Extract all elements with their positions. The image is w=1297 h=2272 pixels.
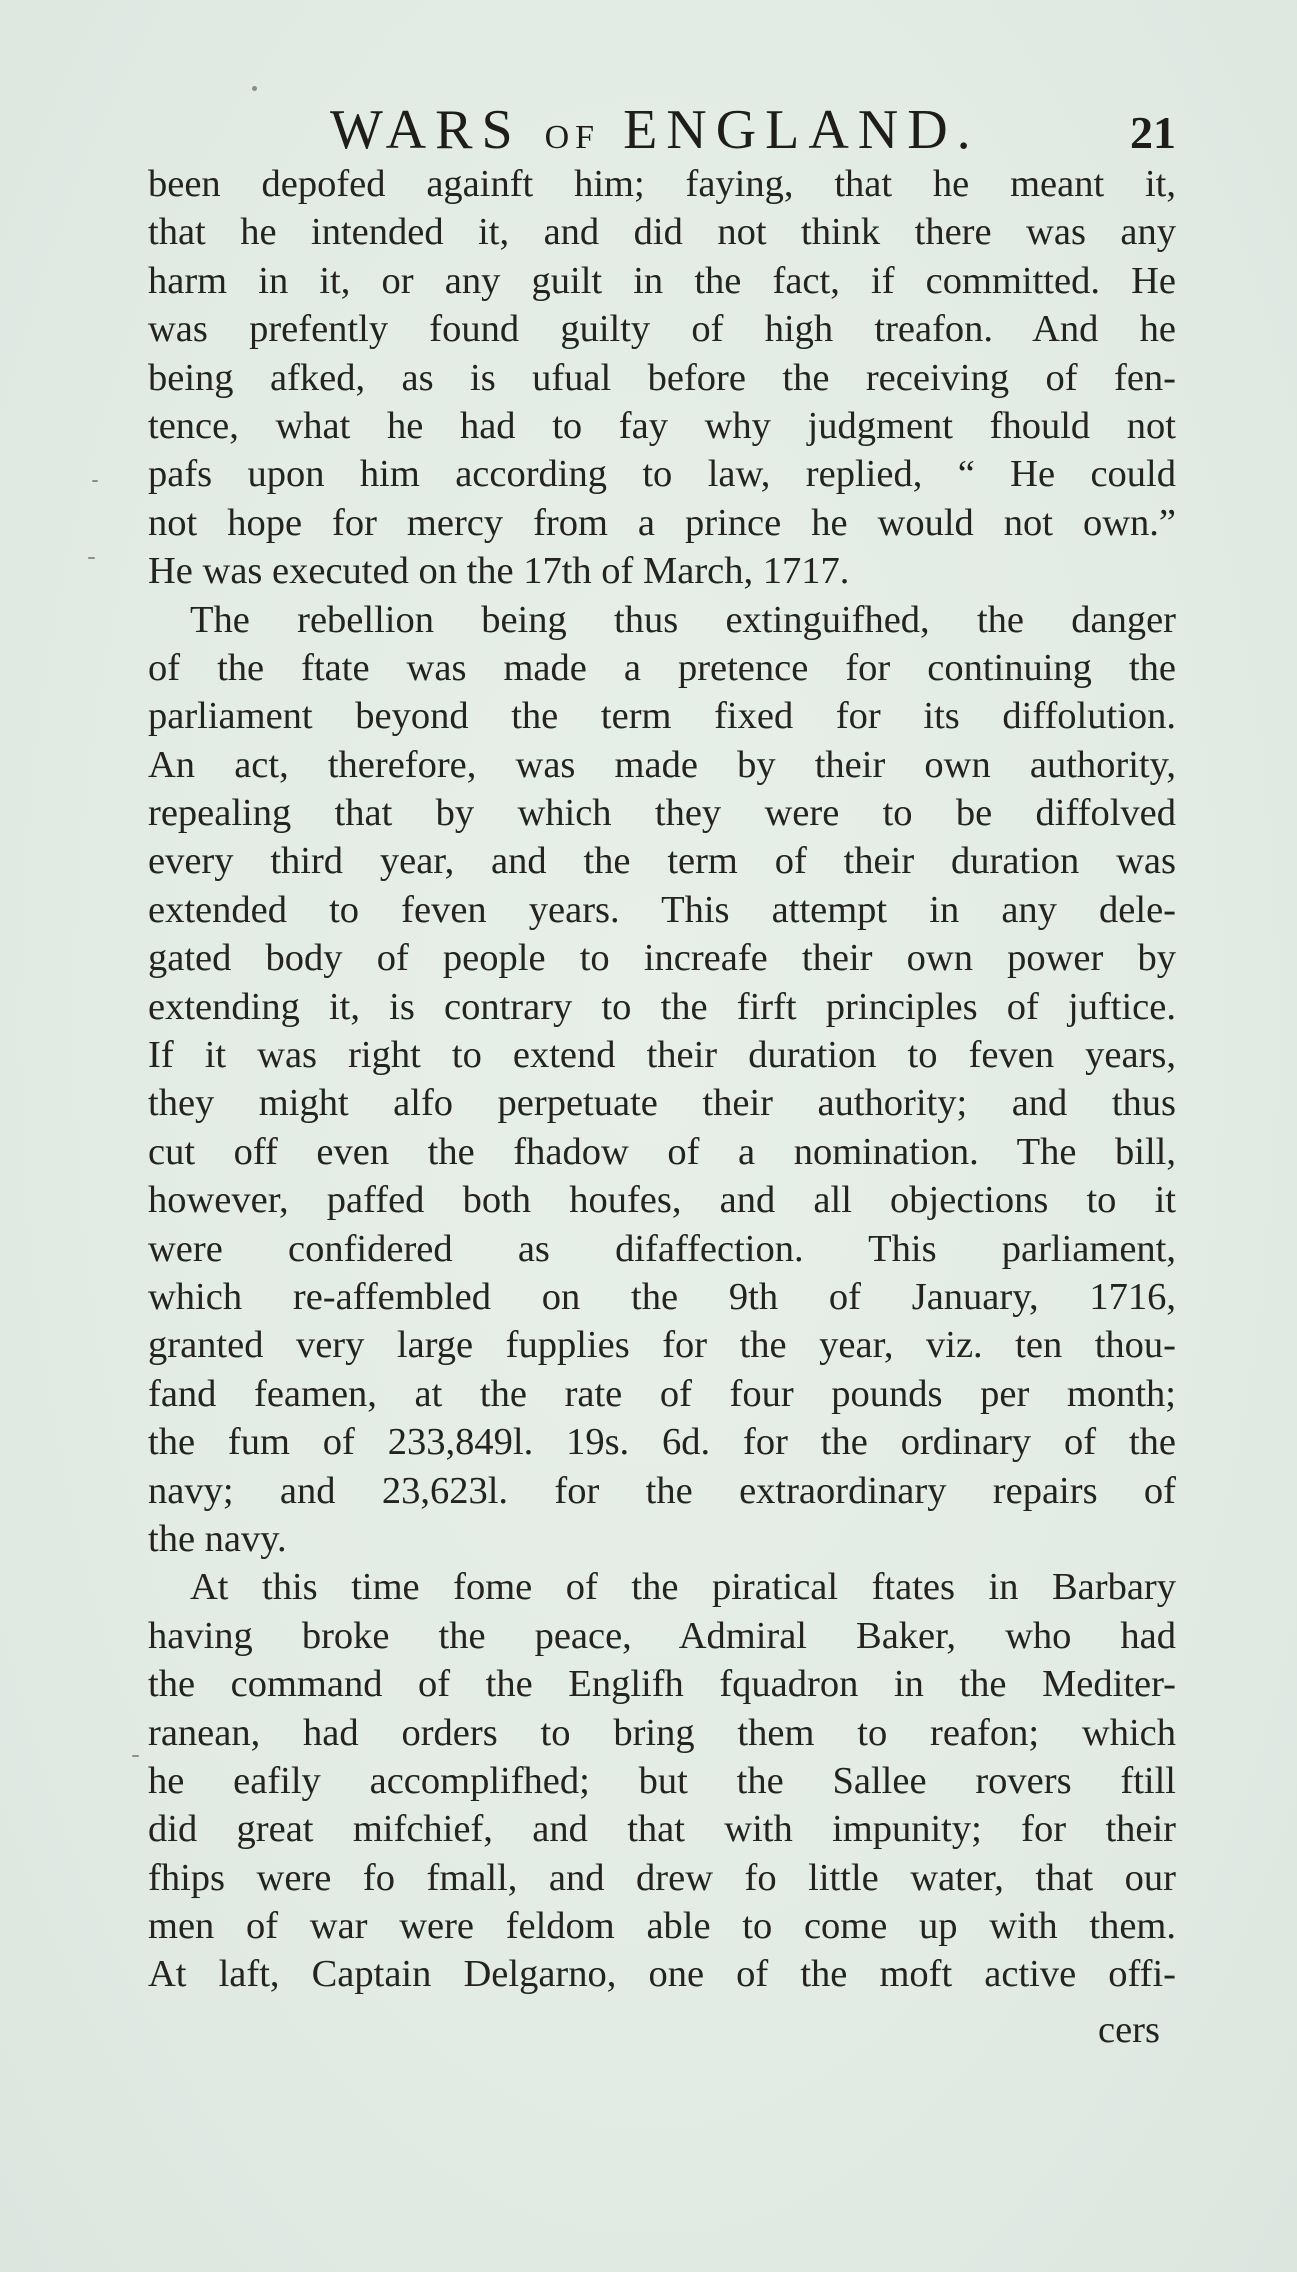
title-word-wars: WARS <box>330 99 522 161</box>
text-line: being afked, as is ufual before the receiving of fen- <box>148 356 1176 399</box>
running-title <box>330 98 980 162</box>
title-word-of: OF <box>544 119 601 156</box>
text-line: been depofed againft him; faying, that he meant it, <box>148 163 1176 205</box>
text-line: pafs upon him according to law, replied, “ He could <box>148 453 1176 496</box>
text-line: extending it, is contrary to the firft principles of juftice. <box>148 985 1176 1028</box>
text-line: were confidered as difaffection. This parliament, <box>148 1227 1176 1270</box>
text-line: tence, what he had to fay why judgment fhould not <box>148 404 1176 447</box>
text-line: If it was right to extend their duration to feven years, <box>148 1034 1176 1077</box>
text-line: men of war were feldom able to come up with them. <box>148 1905 1176 1948</box>
text-line: granted very large fupplies for the year, viz. ten thou- <box>148 1324 1176 1367</box>
text-line: the navy. <box>148 1517 287 1560</box>
text-line: the fum of 233,849l. 19s. 6d. for the ordinary of the <box>148 1421 1176 1464</box>
running-header <box>0 98 1297 168</box>
text-line: every third year, and the term of their duration was <box>148 840 1176 883</box>
text-line: An act, therefore, was made by their own authority, <box>148 743 1176 786</box>
text-line: At this time fome of the piratical ftates in Barbary <box>190 1566 1176 1609</box>
text-line: did great mifchief, and that with impunity; for their <box>148 1808 1176 1851</box>
paper-speck <box>92 480 98 482</box>
catchword: cers <box>1098 2009 1160 2051</box>
text-line: gated body of people to increafe their own power by <box>148 937 1176 980</box>
text-line: cut off even the fhadow of a nomination. The bill, <box>148 1130 1176 1173</box>
paper-speck <box>132 1755 139 1757</box>
text-line: fhips were fo fmall, and drew fo little water, that our <box>148 1856 1176 1899</box>
text-line: having broke the peace, Admiral Baker, who had <box>148 1614 1176 1657</box>
text-line: extended to feven years. This attempt in any dele- <box>148 888 1176 931</box>
text-line: navy; and 23,623l. for the extraordinary repairs of <box>148 1469 1176 1512</box>
body-text <box>148 160 1176 1999</box>
text-line: not hope for mercy from a prince he would not own.” <box>148 501 1176 544</box>
text-line: fand feamen, at the rate of four pounds per month; <box>148 1372 1176 1415</box>
text-line: which re-affembled on the 9th of January, 1716, <box>148 1275 1176 1318</box>
page-number: 21 <box>1130 107 1176 158</box>
text-line: that he intended it, and did not think there was any <box>148 211 1176 254</box>
text-line: The rebellion being thus extinguifhed, the danger <box>190 598 1176 641</box>
text-line: they might alfo perpetuate their authority; and thus <box>148 1082 1176 1125</box>
text-line: harm in it, or any guilt in the fact, if committed. He <box>148 259 1176 302</box>
paper-speck <box>252 86 257 91</box>
paper-speck <box>88 557 95 559</box>
text-line: however, paffed both houfes, and all objections to it <box>148 1179 1176 1222</box>
text-line: He was executed on the 17th of March, 1717. <box>148 550 850 593</box>
text-line: repealing that by which they were to be diffolved <box>148 792 1176 835</box>
text-line: the command of the Englifh fquadron in the Mediter- <box>148 1663 1176 1706</box>
text-line: of the ftate was made a pretence for continuing the <box>148 646 1176 689</box>
text-line: he eafily accomplifhed; but the Sallee rovers ftill <box>148 1759 1176 1802</box>
text-line: ranean, had orders to bring them to reafon; which <box>148 1711 1176 1754</box>
text-line: At laft, Captain Delgarno, one of the moft active offi- <box>148 1953 1176 1996</box>
text-line: parliament beyond the term fixed for its diffolution. <box>148 695 1176 738</box>
title-word-england: ENGLAND. <box>623 99 980 161</box>
text-line: was prefently found guilty of high treafon. And he <box>148 308 1176 351</box>
